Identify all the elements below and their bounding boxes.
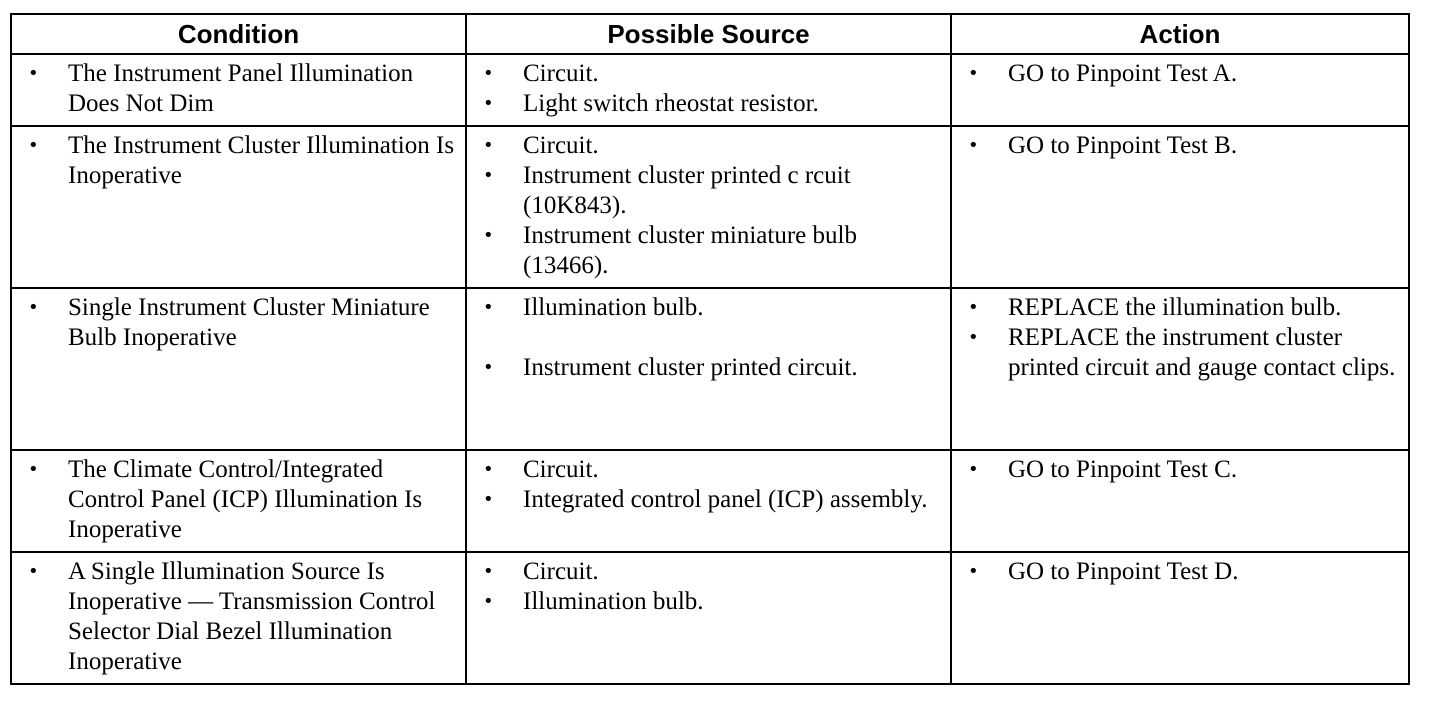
action-cell	[951, 288, 1409, 450]
action-item: • REPLACE the illumination bulb.	[962, 293, 1398, 323]
source-item: • Instrument cluster miniature bulb (13466).	[477, 221, 940, 281]
source-cell	[466, 552, 951, 684]
condition-cell	[11, 450, 466, 552]
diagnosis-table	[10, 13, 1410, 685]
source-cell	[466, 54, 951, 126]
condition-cell	[11, 126, 466, 288]
source-item: • Instrument cluster printed circuit.	[477, 353, 940, 383]
condition-item: • The Climate Control/Integrated Control Panel (ICP) Illumination Is Inoperative	[22, 455, 455, 545]
table-row	[11, 552, 1409, 684]
table-row	[11, 450, 1409, 552]
action-cell	[951, 552, 1409, 684]
condition-cell	[11, 54, 466, 126]
condition-item: • The Instrument Panel Illumination Does Not Dim	[22, 59, 455, 119]
action-item: • REPLACE the instrument cluster printed circuit and gauge contact clips.	[962, 323, 1398, 383]
action-item: • GO to Pinpoint Test C.	[962, 455, 1398, 485]
source-cell	[466, 126, 951, 288]
source-item: • Circuit.	[477, 455, 940, 485]
source-item: • Circuit.	[477, 557, 940, 587]
table-row	[11, 54, 1409, 126]
action-item: • GO to Pinpoint Test A.	[962, 59, 1398, 89]
condition-cell	[11, 288, 466, 450]
source-cell	[466, 288, 951, 450]
source-item: • Light switch rheostat resistor.	[477, 89, 940, 119]
source-cell	[466, 450, 951, 552]
condition-item: • Single Instrument Cluster Miniature Bulb Inoperative	[22, 293, 455, 353]
source-item: • Illumination bulb.	[477, 293, 940, 323]
action-item: • GO to Pinpoint Test B.	[962, 131, 1398, 161]
condition-item: • A Single Illumination Source Is Inoperative — Transmission Control Selector Dial Bezel Illumination Inoperative	[22, 557, 455, 677]
table-row	[11, 126, 1409, 288]
action-item: • GO to Pinpoint Test D.	[962, 557, 1398, 587]
action-cell	[951, 450, 1409, 552]
header-possible-source: Possible Source	[466, 14, 951, 54]
table-row	[11, 288, 1409, 450]
source-item: • Integrated control panel (ICP) assembly.	[477, 485, 940, 515]
source-item: • Circuit.	[477, 59, 940, 89]
action-cell	[951, 126, 1409, 288]
condition-item: • The Instrument Cluster Illumination Is Inoperative	[22, 131, 455, 191]
source-item: • Illumination bulb.	[477, 587, 940, 617]
header-row	[11, 14, 1409, 54]
condition-cell	[11, 552, 466, 684]
header-condition: Condition	[11, 14, 466, 54]
source-item: • Circuit.	[477, 131, 940, 161]
header-action: Action	[951, 14, 1409, 54]
action-cell	[951, 54, 1409, 126]
source-item: • Instrument cluster printed c rcuit (10K843).	[477, 161, 940, 221]
